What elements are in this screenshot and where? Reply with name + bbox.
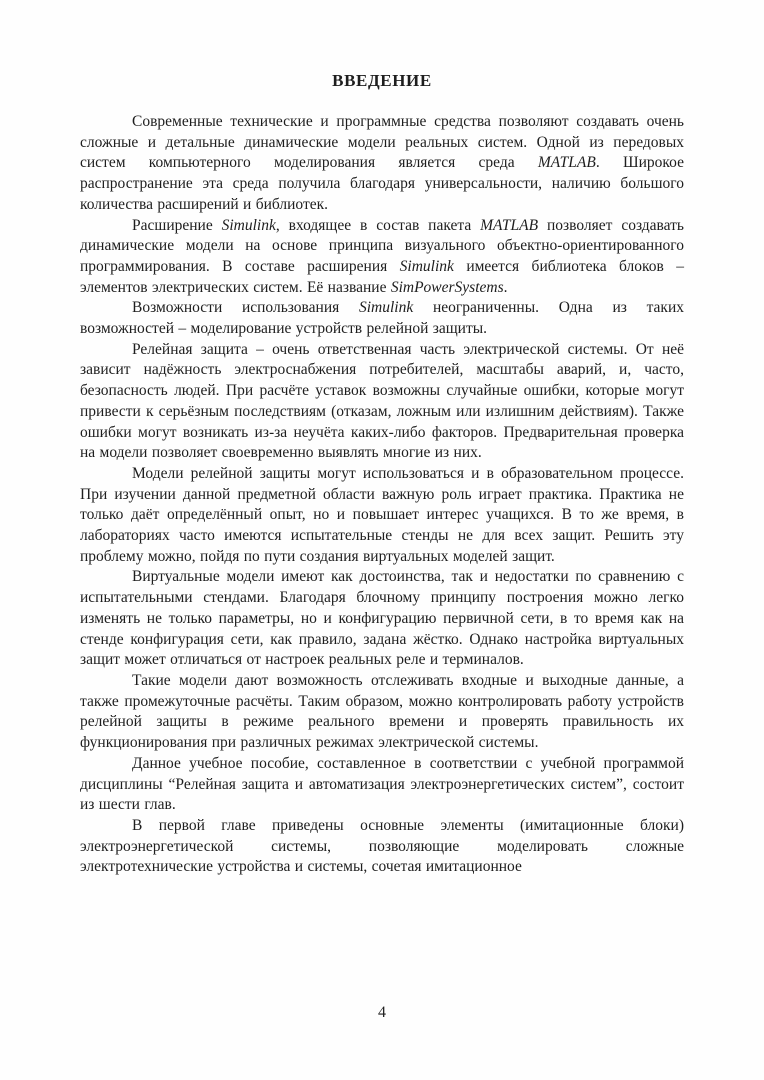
- paragraph: [80, 464, 684, 568]
- text-segment: Виртуальные модели имеют как достоинства, так и недостатки по сравнению с испытательными стендами. Благодаря блочному принципу построения можно легко изменять не только параметры, но и конфигурацию первичной сети, в то время как на стенде конфигурация сети, как правило, задана жёстко. Однако настройка виртуальных защит может отличаться от настроек реальных реле и терминалов.: [80, 568, 684, 669]
- body-text: [80, 112, 684, 878]
- paragraph: [80, 816, 684, 878]
- text-segment: .: [503, 278, 508, 296]
- text-segment: , входящее в состав пакета: [275, 216, 481, 234]
- text-segment: Расширение: [132, 216, 222, 234]
- text-segment: позволяет создавать динамические модели на основе принципа визуального объектно-ориентированного программирования. В составе расширения: [80, 216, 684, 275]
- text-segment: Данное учебное пособие, составленное в соответствии с учебной программой дисциплины “Релейная защита и автоматизация электроэнергетических систем”, состоит из шести глав.: [80, 754, 684, 814]
- italic-term: MATLAB: [480, 216, 539, 234]
- paragraph: [80, 567, 684, 671]
- paragraph: [80, 754, 684, 816]
- paragraph: [80, 112, 684, 216]
- text-segment: Современные технические и программные средства позволяют создавать очень сложные и детальные динамические модели реальных систем. Одной из передовых систем компьютерного моделирования является среда: [80, 113, 684, 172]
- italic-term: Simulink: [358, 299, 414, 317]
- page-number: 4: [378, 1004, 386, 1021]
- text-segment: неограниченны. Одна из таких возможностей – моделирование устройств релейной защиты.: [80, 299, 684, 338]
- text-segment: имеется библиотека блоков – элементов электрических систем. Её название: [80, 257, 684, 296]
- paragraph: [80, 340, 684, 464]
- text-segment: Модели релейной защиты могут использоваться и в образовательном процессе. При изучении данной предметной области важную роль играет практика. Практика не только даёт определённый опыт, но и повышает интерес учащихся. В то же время, в лабораториях часто имеются испытательные стенды не для всех защит. Решить эту проблему можно, пойдя по пути создания виртуальных моделей защит.: [80, 464, 684, 565]
- text-segment: . Широкое распространение эта среда получила благодаря универсальности, наличию большого количества расширений и библиотек.: [80, 154, 684, 213]
- text-segment: Релейная защита – очень ответственная часть электрической системы. От неё зависит надёжность электроснабжения потребителей, масштабы аварий, и, часто, безопасность людей. При расчёте уставок возможны случайные ошибки, которые могут привести к серьёзным последствиям (отказам, ложным или излишним действиям). Также ошибки могут возникать из-за неучёта каких-либо факторов. Предварительная проверка на модели позволяет своевременно выявлять многие из них.: [80, 340, 684, 462]
- italic-term: MATLAB: [537, 154, 596, 172]
- paragraph: [80, 671, 684, 754]
- italic-term: SimPowerSystems: [390, 278, 504, 296]
- text-segment: Такие модели дают возможность отслеживать входные и выходные данные, а также промежуточные расчёты. Таким образом, можно контролировать работу устройств релейной защиты в режиме реального времени и проверять правильность их функционирования при различных режимах электрической системы.: [80, 671, 684, 752]
- italic-term: Simulink: [221, 216, 276, 234]
- text-segment: Возможности использования: [132, 299, 359, 317]
- text-segment: В первой главе приведены основные элементы (имитационные блоки) электроэнергетической системы, позволяющие моделировать сложные электротехнические устройства и системы, сочетая имитационное: [80, 816, 684, 876]
- page-title: ВВЕДЕНИЕ: [332, 71, 432, 90]
- paragraph: [80, 298, 684, 339]
- paragraph: [80, 216, 684, 299]
- italic-term: Simulink: [399, 257, 454, 275]
